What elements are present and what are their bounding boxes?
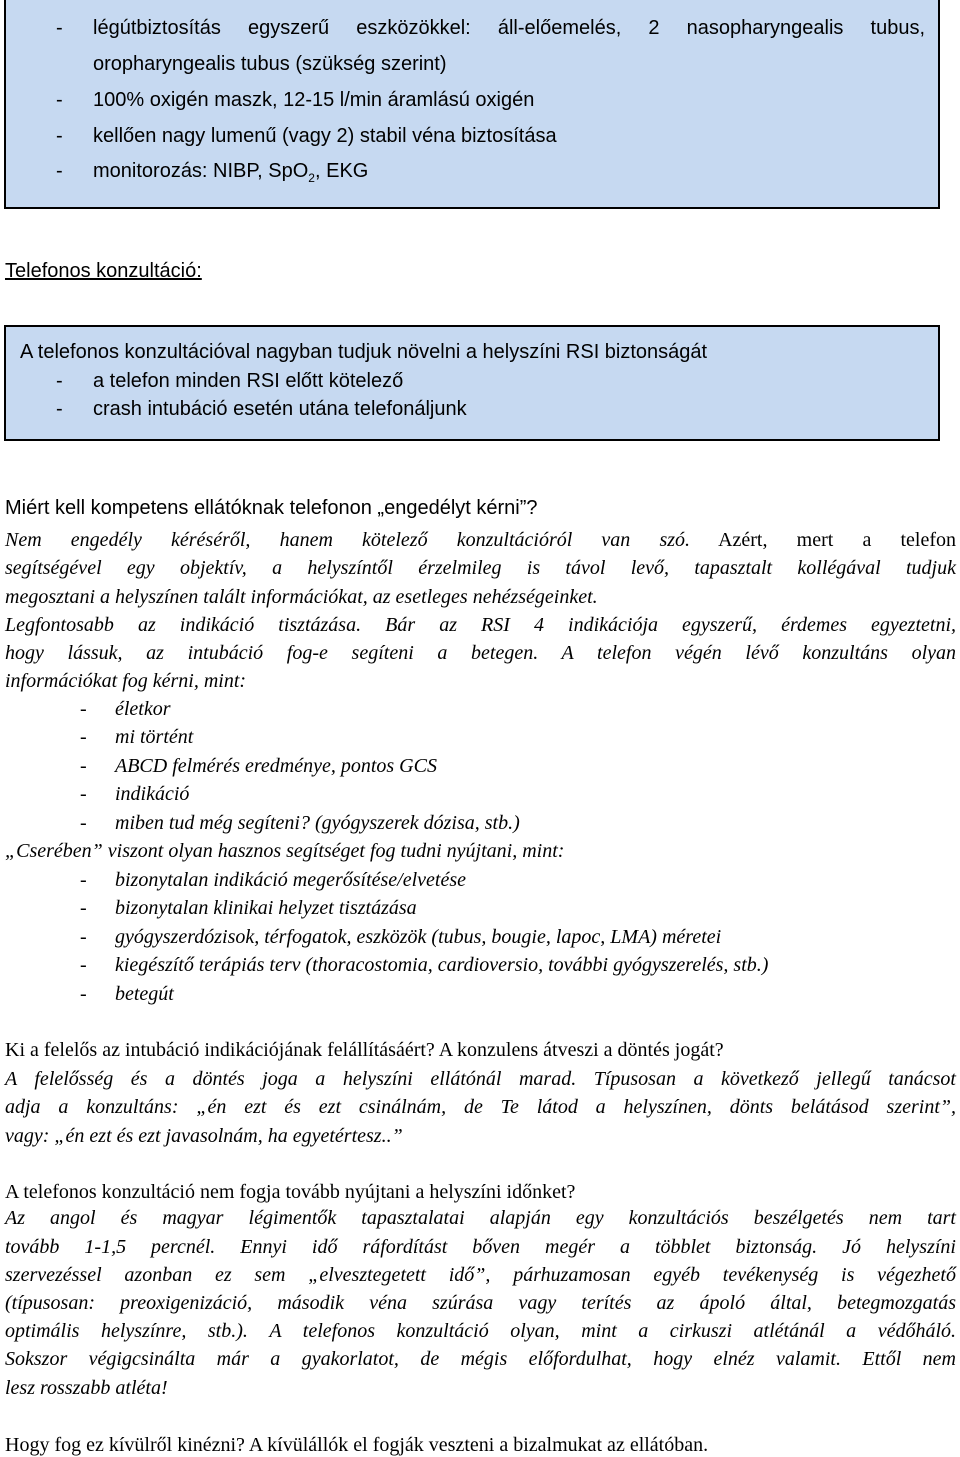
paragraph-line: Az angol és magyar légimentők tapasztalatai alapján egy konzultációs beszélgetés nem tart bbox=[5, 1207, 956, 1229]
list-dash: - bbox=[56, 89, 63, 111]
list-item: kiegészítő terápiás terv (thoracostomia, cardioversio, további gyógyszerelés, stb.) bbox=[115, 954, 769, 976]
list-dash: - bbox=[56, 370, 63, 392]
paragraph-line: A felelősség és a döntés joga a helyszíni ellátónál marad. Típusosan a következő jellegű tanácsot bbox=[5, 1068, 956, 1090]
paragraph-line: információkat fog kérni, mint: bbox=[5, 670, 247, 692]
paragraph-line: (típusosan: preoxigenizáció, második véna szúrása vagy terítés az ápoló által, betegmozgatás bbox=[5, 1292, 956, 1314]
list-item: gyógyszerdózisok, térfogatok, eszközök (tubus, bougie, lapoc, LMA) méretei bbox=[115, 926, 722, 948]
paragraph-line: segítségével egy objektív, a helyszíntől érzelmileg is távol levő, tapasztalt kollégával tudjuk bbox=[5, 557, 956, 579]
paragraph-line: Legfontosabb az indikáció tisztázása. Bár az RSI 4 indikációja egyszerű, érdemes egyeztetni, bbox=[5, 614, 957, 636]
top-item-airway-cont: oropharyngealis tubus (szükség szerint) bbox=[93, 53, 447, 75]
paragraph-line: szervezéssel azonban ez sem „elvesztegetett idő”, párhuzamosan egyéb tevékenység is végezhető bbox=[5, 1264, 956, 1286]
top-item-airway: légútbiztosítás egyszerű eszközökkel: áll-előemelés, 2 nasopharyngealis tubus, bbox=[93, 17, 925, 39]
top-item-vein: kellően nagy lumenű (vagy 2) stabil véna biztosítása bbox=[93, 125, 557, 147]
list-dash: - bbox=[80, 726, 87, 748]
exchange-intro: „Cserében” viszont olyan hasznos segítséget fog tudni nyújtani, mint: bbox=[5, 840, 565, 862]
list-dash: - bbox=[80, 926, 87, 948]
paragraph-line: megosztani a helyszínen talált információkat, az esetleges nehézségeinket. bbox=[5, 586, 598, 608]
list-item: betegút bbox=[115, 983, 174, 1005]
consultation-intro: A telefonos konzultációval nagyban tudjuk növelni a helyszíni RSI biztonságát bbox=[20, 341, 708, 363]
paragraph-line: hogy lássuk, az intubáció fog-e segíteni a betegen. A telefon végén lévő konzultáns olyan bbox=[5, 642, 956, 664]
paragraph-line: optimális helyszínre, stb.). A telefonos konzultáció olyan, mint a cirkuszi atlétánál a védőháló. bbox=[5, 1320, 957, 1342]
list-item: indikáció bbox=[115, 783, 190, 805]
top-item-monitoring: monitorozás: NIBP, SpO$_2$, EKG bbox=[93, 160, 369, 185]
paragraph-line: adja a konzultáns: „én ezt és ezt csinálnám, de Te látod a helyszínen, dönts belátásod szerint”, bbox=[5, 1096, 956, 1118]
paragraph-line: Sokszor végigcsinálta már a gyakorlatot, de mégis előfordulhat, hogy elnéz valamit. Ettől nem bbox=[5, 1348, 956, 1370]
consultation-item-mandatory: a telefon minden RSI előtt kötelező bbox=[93, 370, 404, 392]
list-dash: - bbox=[56, 125, 63, 147]
list-dash: - bbox=[56, 398, 63, 420]
list-dash: - bbox=[80, 983, 87, 1005]
list-dash: - bbox=[80, 783, 87, 805]
paragraph-line: lesz rosszabb atléta! bbox=[5, 1377, 168, 1399]
paragraph-line: Nem engedély kéréséről, hanem kötelező konzultációról van szó. Azért, mert a telefon bbox=[5, 529, 956, 551]
list-item: miben tud még segíteni? (gyógyszerek dózisa, stb.) bbox=[115, 812, 520, 834]
question-time: A telefonos konzultáció nem fogja tovább nyújtani a helyszíni időnket? bbox=[5, 1181, 576, 1203]
paragraph-line: vagy: „én ezt és ezt javasolnám, ha egyetértesz..” bbox=[5, 1125, 403, 1147]
question-permission: Miért kell kompetens ellátóknak telefonon „engedélyt kérni”? bbox=[5, 497, 538, 519]
list-item: életkor bbox=[115, 698, 171, 720]
section-heading: Telefonos konzultáció: bbox=[5, 260, 202, 282]
list-dash: - bbox=[80, 897, 87, 919]
list-dash: - bbox=[80, 812, 87, 834]
paragraph-line: tovább 1-1,5 percnél. Ennyi idő ráfordítást bőven megér a többlet biztonság. Jó helyszíni bbox=[5, 1236, 956, 1258]
list-dash: - bbox=[80, 869, 87, 891]
list-dash: - bbox=[80, 954, 87, 976]
top-item-oxygen: 100% oxigén maszk, 12-15 l/min áramlású oxigén bbox=[93, 89, 535, 111]
list-dash: - bbox=[56, 17, 63, 39]
question-appearance: Hogy fog ez kívülről kinézni? A kívülállók el fogják veszteni a bizalmukat az ellátóban. bbox=[5, 1434, 709, 1456]
consultation-item-crash: crash intubáció esetén utána telefonáljunk bbox=[93, 398, 467, 420]
list-item: ABCD felmérés eredménye, pontos GCS bbox=[115, 755, 437, 777]
list-item: bizonytalan klinikai helyzet tisztázása bbox=[115, 897, 417, 919]
list-dash: - bbox=[56, 160, 63, 182]
list-dash: - bbox=[80, 755, 87, 777]
list-dash: - bbox=[80, 698, 87, 720]
list-item: mi történt bbox=[115, 726, 194, 748]
list-item: bizonytalan indikáció megerősítése/elvetése bbox=[115, 869, 467, 891]
question-responsibility: Ki a felelős az intubáció indikációjának felállításáért? A konzulens átveszi a döntés jogát? bbox=[5, 1039, 724, 1061]
